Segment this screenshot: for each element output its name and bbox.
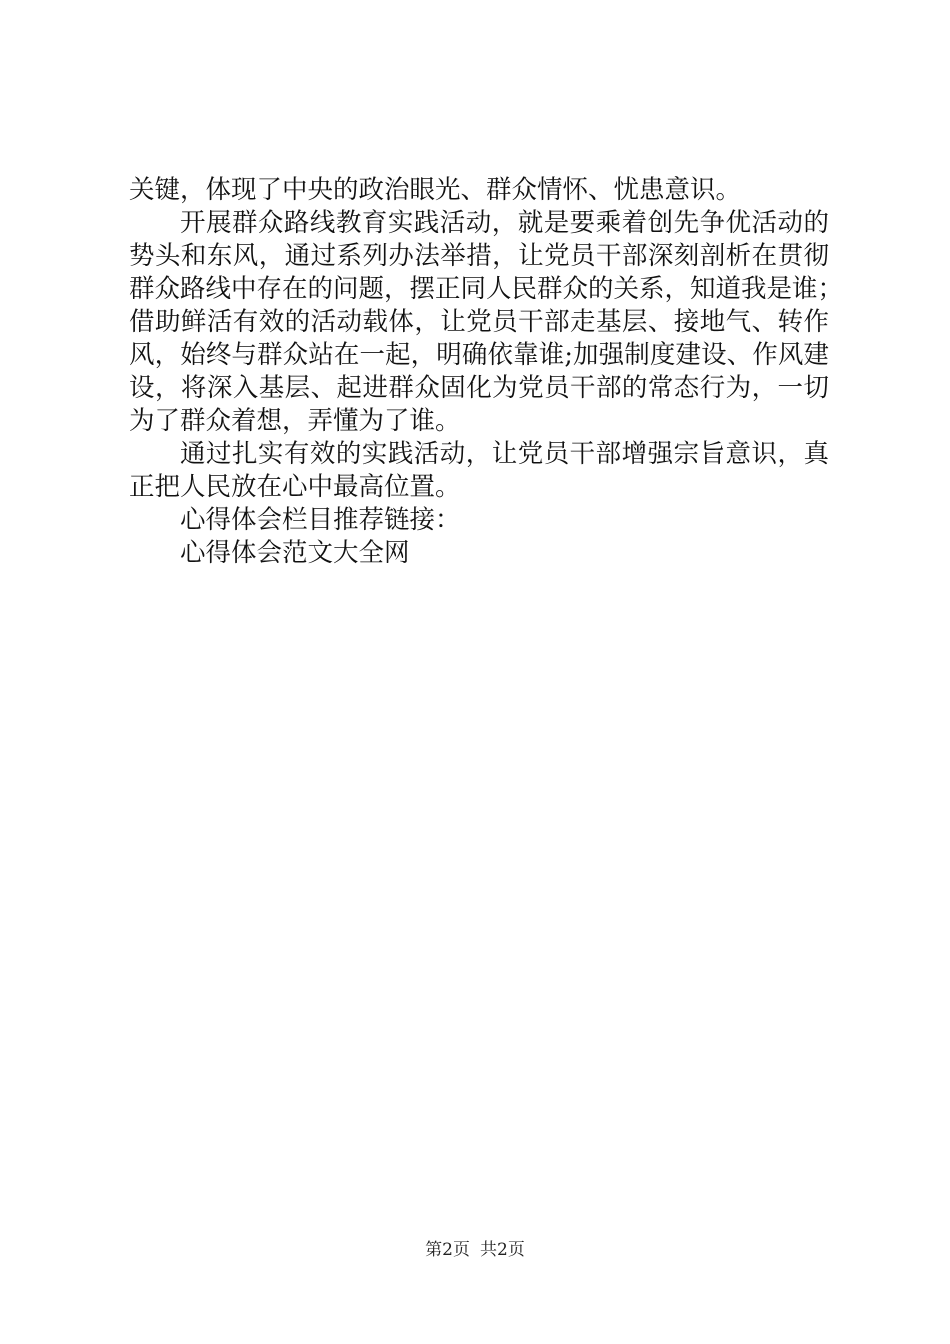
page-total: 共2页 xyxy=(480,1240,525,1260)
paragraph-line: 设，将深入基层、起进群众固化为党员干部的常态行为，一切 xyxy=(129,373,829,403)
page-footer xyxy=(0,1239,950,1261)
page-number: 第2页 xyxy=(425,1240,470,1260)
paragraph-line: 风，始终与群众站在一起，明确依靠谁;加强制度建设、作风建 xyxy=(129,340,829,370)
paragraph-line: 借助鲜活有效的活动载体，让党员干部走基层、接地气、转作 xyxy=(129,307,829,337)
recommended-link[interactable]: 心得体会范文大全网 xyxy=(180,538,410,568)
paragraph-line: 群众路线中存在的问题，摆正同人民群众的关系，知道我是谁； xyxy=(129,274,844,304)
paragraph-line: 为了群众着想，弄懂为了谁。 xyxy=(129,406,461,436)
paragraph-line: 势头和东风，通过系列办法举措，让党员干部深刻剖析在贯彻 xyxy=(129,241,829,271)
paragraph-line: 正把人民放在心中最高位置。 xyxy=(129,472,461,502)
paragraph-line: 开展群众路线教育实践活动，就是要乘着创先争优活动的 xyxy=(180,208,829,238)
recommended-links-label: 心得体会栏目推荐链接： xyxy=(180,505,461,535)
paragraph-line: 关键，体现了中央的政治眼光、群众情怀、忧患意识。 xyxy=(129,175,742,205)
paragraph-line: 通过扎实有效的实践活动，让党员干部增强宗旨意识，真 xyxy=(180,439,829,469)
